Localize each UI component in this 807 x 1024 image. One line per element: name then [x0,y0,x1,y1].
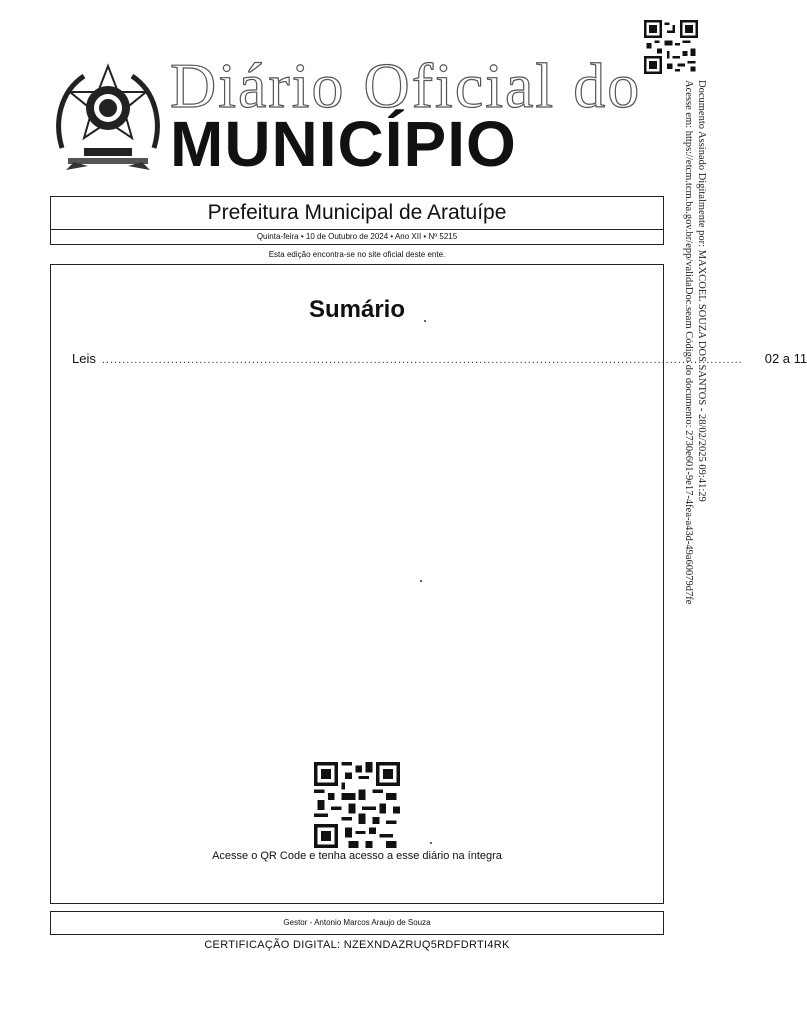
coat-of-arms-emblem [54,62,162,174]
signature-line: Documento Assinado Digitalmente por: MAXCOEL SOUZA DOS SANTOS - 28/02/2025 09:41:29 [696,80,707,502]
scan-speck [430,842,432,844]
toc-entry-pages: 02 a 11 [764,351,807,366]
toc-entry-label: Leis [72,351,96,366]
digital-certification: CERTIFICAÇÃO DIGITAL: NZEXNDAZRUQ5RDFDRTI4RK [204,939,510,951]
summary-heading: Sumário [308,296,406,323]
scan-speck [424,320,426,322]
edition-note: Esta edição encontra-se no site oficial deste ente. [268,250,446,259]
entity-name: Prefeitura Municipal de Aratuípe [207,201,507,224]
masthead-title-bold: MUNICÍPIO [170,108,517,180]
qr-code-icon[interactable] [314,762,400,848]
toc-entry[interactable] [72,350,807,366]
gestor-line: Gestor - Antonio Marcos Araujo de Souza [283,918,431,927]
masthead-title-script: Diário Oficial do [170,50,642,121]
edition-date-line: Quinta-feira • 10 de Outubro de 2024 • Ano XII • Nº 5215 [256,232,458,241]
scan-speck [420,580,422,582]
qr-caption: Acesse o QR Code e tenha acesso a esse diário na íntegra [212,850,502,862]
toc-leader-dots: .............................................................................................................................................................. [101,354,743,366]
validation-url-line: Acesse em: https://etcm.tcm.ba.gov.br/epp/validaDoc.seam Código do documento: 2730e601-9e17-4fea-a43d-49a60079d7fe [683,80,694,605]
digital-signature-stamp [682,80,708,604]
qr-code-icon[interactable] [644,20,698,74]
